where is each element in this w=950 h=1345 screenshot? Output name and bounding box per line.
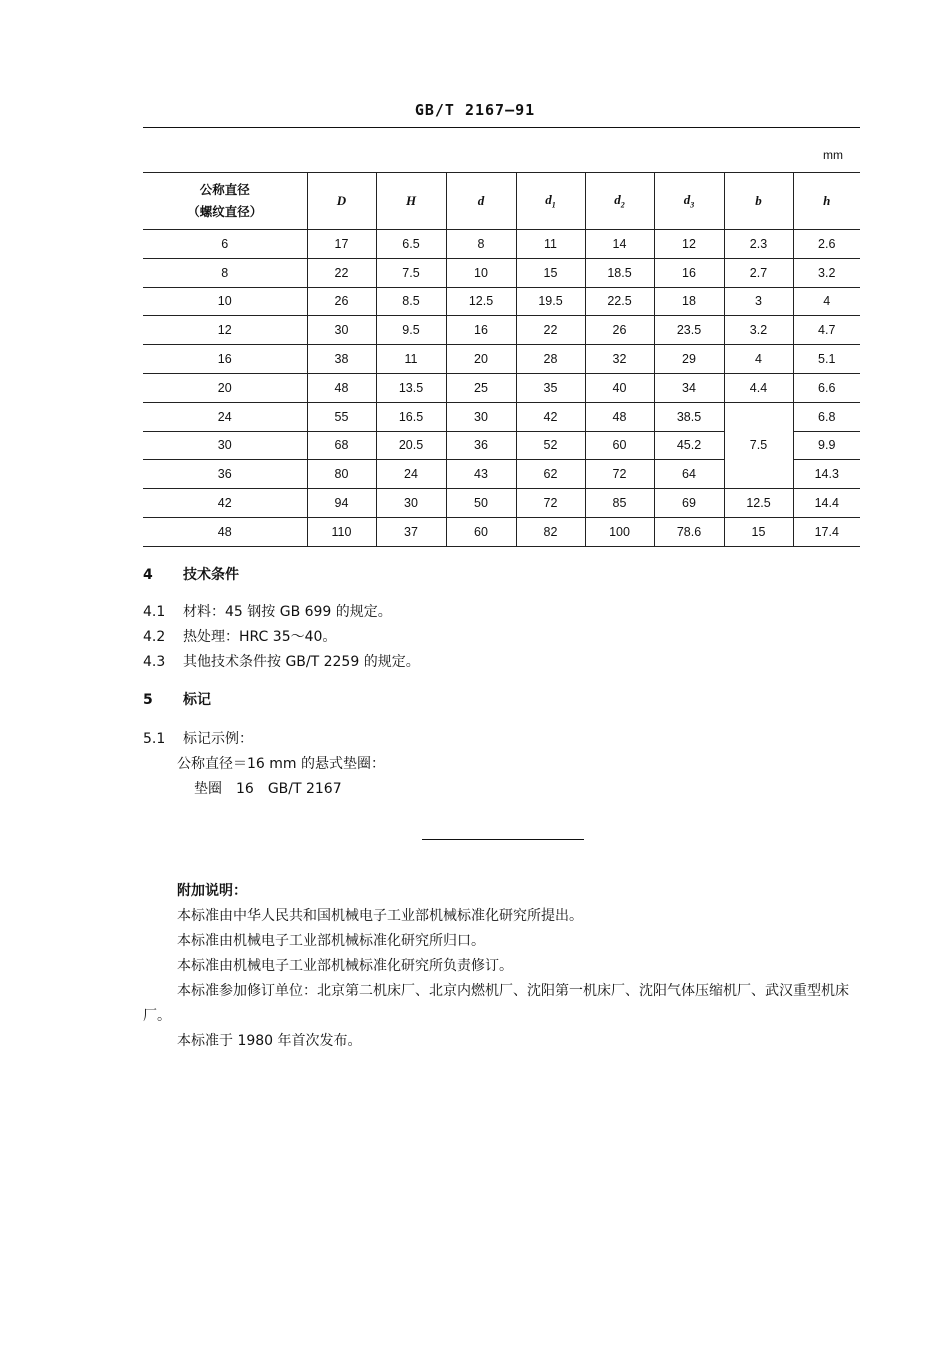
cell-h: 4.7 bbox=[793, 316, 860, 345]
cell-d: 20 bbox=[446, 345, 516, 374]
cell-D: 80 bbox=[307, 460, 376, 489]
cell-H: 9.5 bbox=[376, 316, 446, 345]
cell-H: 7.5 bbox=[376, 258, 446, 287]
cell-d: 30 bbox=[446, 402, 516, 431]
cell-h: 6.8 bbox=[793, 402, 860, 431]
cell-d1: 52 bbox=[516, 431, 585, 460]
cell-h: 5.1 bbox=[793, 345, 860, 374]
header-rule bbox=[143, 127, 860, 128]
cell-d1: 82 bbox=[516, 517, 585, 546]
cell-D: 110 bbox=[307, 517, 376, 546]
cell-d: 8 bbox=[446, 230, 516, 259]
cell-d: 25 bbox=[446, 373, 516, 402]
cell-b: 2.3 bbox=[724, 230, 793, 259]
cell-d2: 72 bbox=[585, 460, 654, 489]
washer-dimension-table bbox=[143, 172, 860, 547]
header-d2: $d_2$ bbox=[585, 173, 654, 230]
marking-example-line1: 公称直径＝16 mm 的悬式垫圈： bbox=[177, 756, 385, 772]
cell-D: 48 bbox=[307, 373, 376, 402]
cell-b: 4 bbox=[724, 345, 793, 374]
cell-D: 55 bbox=[307, 402, 376, 431]
standard-code-header: GB/T 2167—91 bbox=[414, 101, 536, 119]
cell-D: 30 bbox=[307, 316, 376, 345]
section-5-number: 5 bbox=[143, 692, 153, 708]
cell-D: 22 bbox=[307, 258, 376, 287]
cell-b-merged: 7.5 bbox=[724, 402, 793, 488]
cell-d1: 22 bbox=[516, 316, 585, 345]
header-H: H bbox=[376, 173, 446, 230]
table-unit: mm bbox=[823, 148, 843, 162]
cell-d3: 64 bbox=[654, 460, 724, 489]
cell-d3: 12 bbox=[654, 230, 724, 259]
cell-D: 94 bbox=[307, 489, 376, 518]
table-row bbox=[143, 230, 860, 259]
cell-d: 36 bbox=[446, 431, 516, 460]
table-row bbox=[143, 287, 860, 316]
table-row bbox=[143, 373, 860, 402]
cell-d1: 28 bbox=[516, 345, 585, 374]
marking-example-line2: 垫圈 16 GB/T 2167 bbox=[194, 781, 342, 797]
cell-d2: 18.5 bbox=[585, 258, 654, 287]
table-row bbox=[143, 345, 860, 374]
cell-nominal: 10 bbox=[143, 287, 307, 316]
list-item: 4.1 材料：45 钢按 GB 699 的规定。 bbox=[143, 604, 392, 620]
section-4-title: 技术条件 bbox=[183, 567, 239, 583]
list-item: 5.1 标记示例： bbox=[143, 731, 253, 747]
cell-D: 38 bbox=[307, 345, 376, 374]
cell-d3: 29 bbox=[654, 345, 724, 374]
note-line: 本标准于 1980 年首次发布。 bbox=[177, 1033, 362, 1049]
cell-d: 10 bbox=[446, 258, 516, 287]
cell-d3: 45.2 bbox=[654, 431, 724, 460]
cell-d2: 22.5 bbox=[585, 287, 654, 316]
cell-d3: 16 bbox=[654, 258, 724, 287]
cell-d3: 69 bbox=[654, 489, 724, 518]
note-line: 本标准由中华人民共和国机械电子工业部机械标准化研究所提出。 bbox=[177, 908, 583, 924]
cell-H: 13.5 bbox=[376, 373, 446, 402]
cell-h: 9.9 bbox=[793, 431, 860, 460]
table-row bbox=[143, 316, 860, 345]
header-nominal-line2: （螺纹直径） bbox=[187, 204, 263, 219]
table-row bbox=[143, 258, 860, 287]
table-row bbox=[143, 517, 860, 546]
cell-b: 2.7 bbox=[724, 258, 793, 287]
section-5 bbox=[143, 688, 860, 713]
cell-D: 17 bbox=[307, 230, 376, 259]
cell-H: 8.5 bbox=[376, 287, 446, 316]
table-row bbox=[143, 402, 860, 431]
cell-nominal: 24 bbox=[143, 402, 307, 431]
cell-H: 20.5 bbox=[376, 431, 446, 460]
cell-d3: 23.5 bbox=[654, 316, 724, 345]
header-d1: $d_1$ bbox=[516, 173, 585, 230]
cell-d1: 19.5 bbox=[516, 287, 585, 316]
cell-h: 2.6 bbox=[793, 230, 860, 259]
cell-b: 15 bbox=[724, 517, 793, 546]
cell-d: 43 bbox=[446, 460, 516, 489]
cell-nominal: 30 bbox=[143, 431, 307, 460]
cell-d: 16 bbox=[446, 316, 516, 345]
cell-d: 60 bbox=[446, 517, 516, 546]
cell-H: 6.5 bbox=[376, 230, 446, 259]
cell-h: 4 bbox=[793, 287, 860, 316]
cell-b: 3.2 bbox=[724, 316, 793, 345]
cell-b: 4.4 bbox=[724, 373, 793, 402]
header-d: d bbox=[446, 173, 516, 230]
cell-d1: 62 bbox=[516, 460, 585, 489]
cell-h: 14.3 bbox=[793, 460, 860, 489]
section-5-heading bbox=[143, 688, 860, 713]
cell-h: 3.2 bbox=[793, 258, 860, 287]
cell-d3: 38.5 bbox=[654, 402, 724, 431]
cell-h: 6.6 bbox=[793, 373, 860, 402]
section-4-items bbox=[143, 600, 860, 675]
cell-d2: 32 bbox=[585, 345, 654, 374]
cell-H: 16.5 bbox=[376, 402, 446, 431]
cell-d2: 48 bbox=[585, 402, 654, 431]
additional-notes bbox=[143, 879, 860, 1054]
section-5-title: 标记 bbox=[183, 692, 211, 708]
cell-D: 68 bbox=[307, 431, 376, 460]
cell-d2: 60 bbox=[585, 431, 654, 460]
header-D: D bbox=[307, 173, 376, 230]
cell-nominal: 16 bbox=[143, 345, 307, 374]
cell-d3: 18 bbox=[654, 287, 724, 316]
note-line: 本标准由机械电子工业部机械标准化研究所归口。 bbox=[177, 933, 485, 949]
cell-nominal: 12 bbox=[143, 316, 307, 345]
cell-d2: 26 bbox=[585, 316, 654, 345]
table-header-row bbox=[143, 173, 860, 230]
cell-nominal: 20 bbox=[143, 373, 307, 402]
cell-d1: 72 bbox=[516, 489, 585, 518]
header-b: b bbox=[724, 173, 793, 230]
section-4-number: 4 bbox=[143, 567, 153, 583]
list-item: 4.2 热处理：HRC 35～40。 bbox=[143, 629, 337, 645]
table-row bbox=[143, 489, 860, 518]
cell-nominal: 42 bbox=[143, 489, 307, 518]
cell-nominal: 36 bbox=[143, 460, 307, 489]
section-5-items bbox=[143, 727, 860, 802]
cell-D: 26 bbox=[307, 287, 376, 316]
cell-d2: 40 bbox=[585, 373, 654, 402]
cell-H: 30 bbox=[376, 489, 446, 518]
cell-H: 11 bbox=[376, 345, 446, 374]
cell-b: 3 bbox=[724, 287, 793, 316]
cell-d1: 11 bbox=[516, 230, 585, 259]
cell-d1: 42 bbox=[516, 402, 585, 431]
cell-d2: 14 bbox=[585, 230, 654, 259]
notes-title: 附加说明： bbox=[177, 883, 247, 899]
note-line: 本标准由机械电子工业部机械标准化研究所负责修订。 bbox=[177, 958, 513, 974]
header-d3: $d_3$ bbox=[654, 173, 724, 230]
cell-d3: 34 bbox=[654, 373, 724, 402]
cell-d2: 85 bbox=[585, 489, 654, 518]
section-4-heading bbox=[143, 563, 860, 588]
cell-d: 12.5 bbox=[446, 287, 516, 316]
cell-h: 17.4 bbox=[793, 517, 860, 546]
header-h: h bbox=[793, 173, 860, 230]
cell-nominal: 8 bbox=[143, 258, 307, 287]
cell-d2: 100 bbox=[585, 517, 654, 546]
cell-H: 24 bbox=[376, 460, 446, 489]
cell-d1: 35 bbox=[516, 373, 585, 402]
cell-nominal: 6 bbox=[143, 230, 307, 259]
cell-b: 12.5 bbox=[724, 489, 793, 518]
note-line: 本标准参加修订单位：北京第二机床厂、北京内燃机厂、沈阳第一机床厂、沈阳气体压缩机厂、武汉重型机床厂。 bbox=[143, 983, 849, 1024]
cell-nominal: 48 bbox=[143, 517, 307, 546]
cell-d: 50 bbox=[446, 489, 516, 518]
section-4 bbox=[143, 563, 860, 588]
section-divider bbox=[422, 839, 584, 840]
list-item: 4.3 其他技术条件按 GB/T 2259 的规定。 bbox=[143, 654, 420, 670]
cell-H: 37 bbox=[376, 517, 446, 546]
cell-d1: 15 bbox=[516, 258, 585, 287]
header-nominal-diameter bbox=[143, 173, 307, 230]
cell-h: 14.4 bbox=[793, 489, 860, 518]
cell-d3: 78.6 bbox=[654, 517, 724, 546]
header-nominal-line1: 公称直径 bbox=[199, 182, 250, 197]
